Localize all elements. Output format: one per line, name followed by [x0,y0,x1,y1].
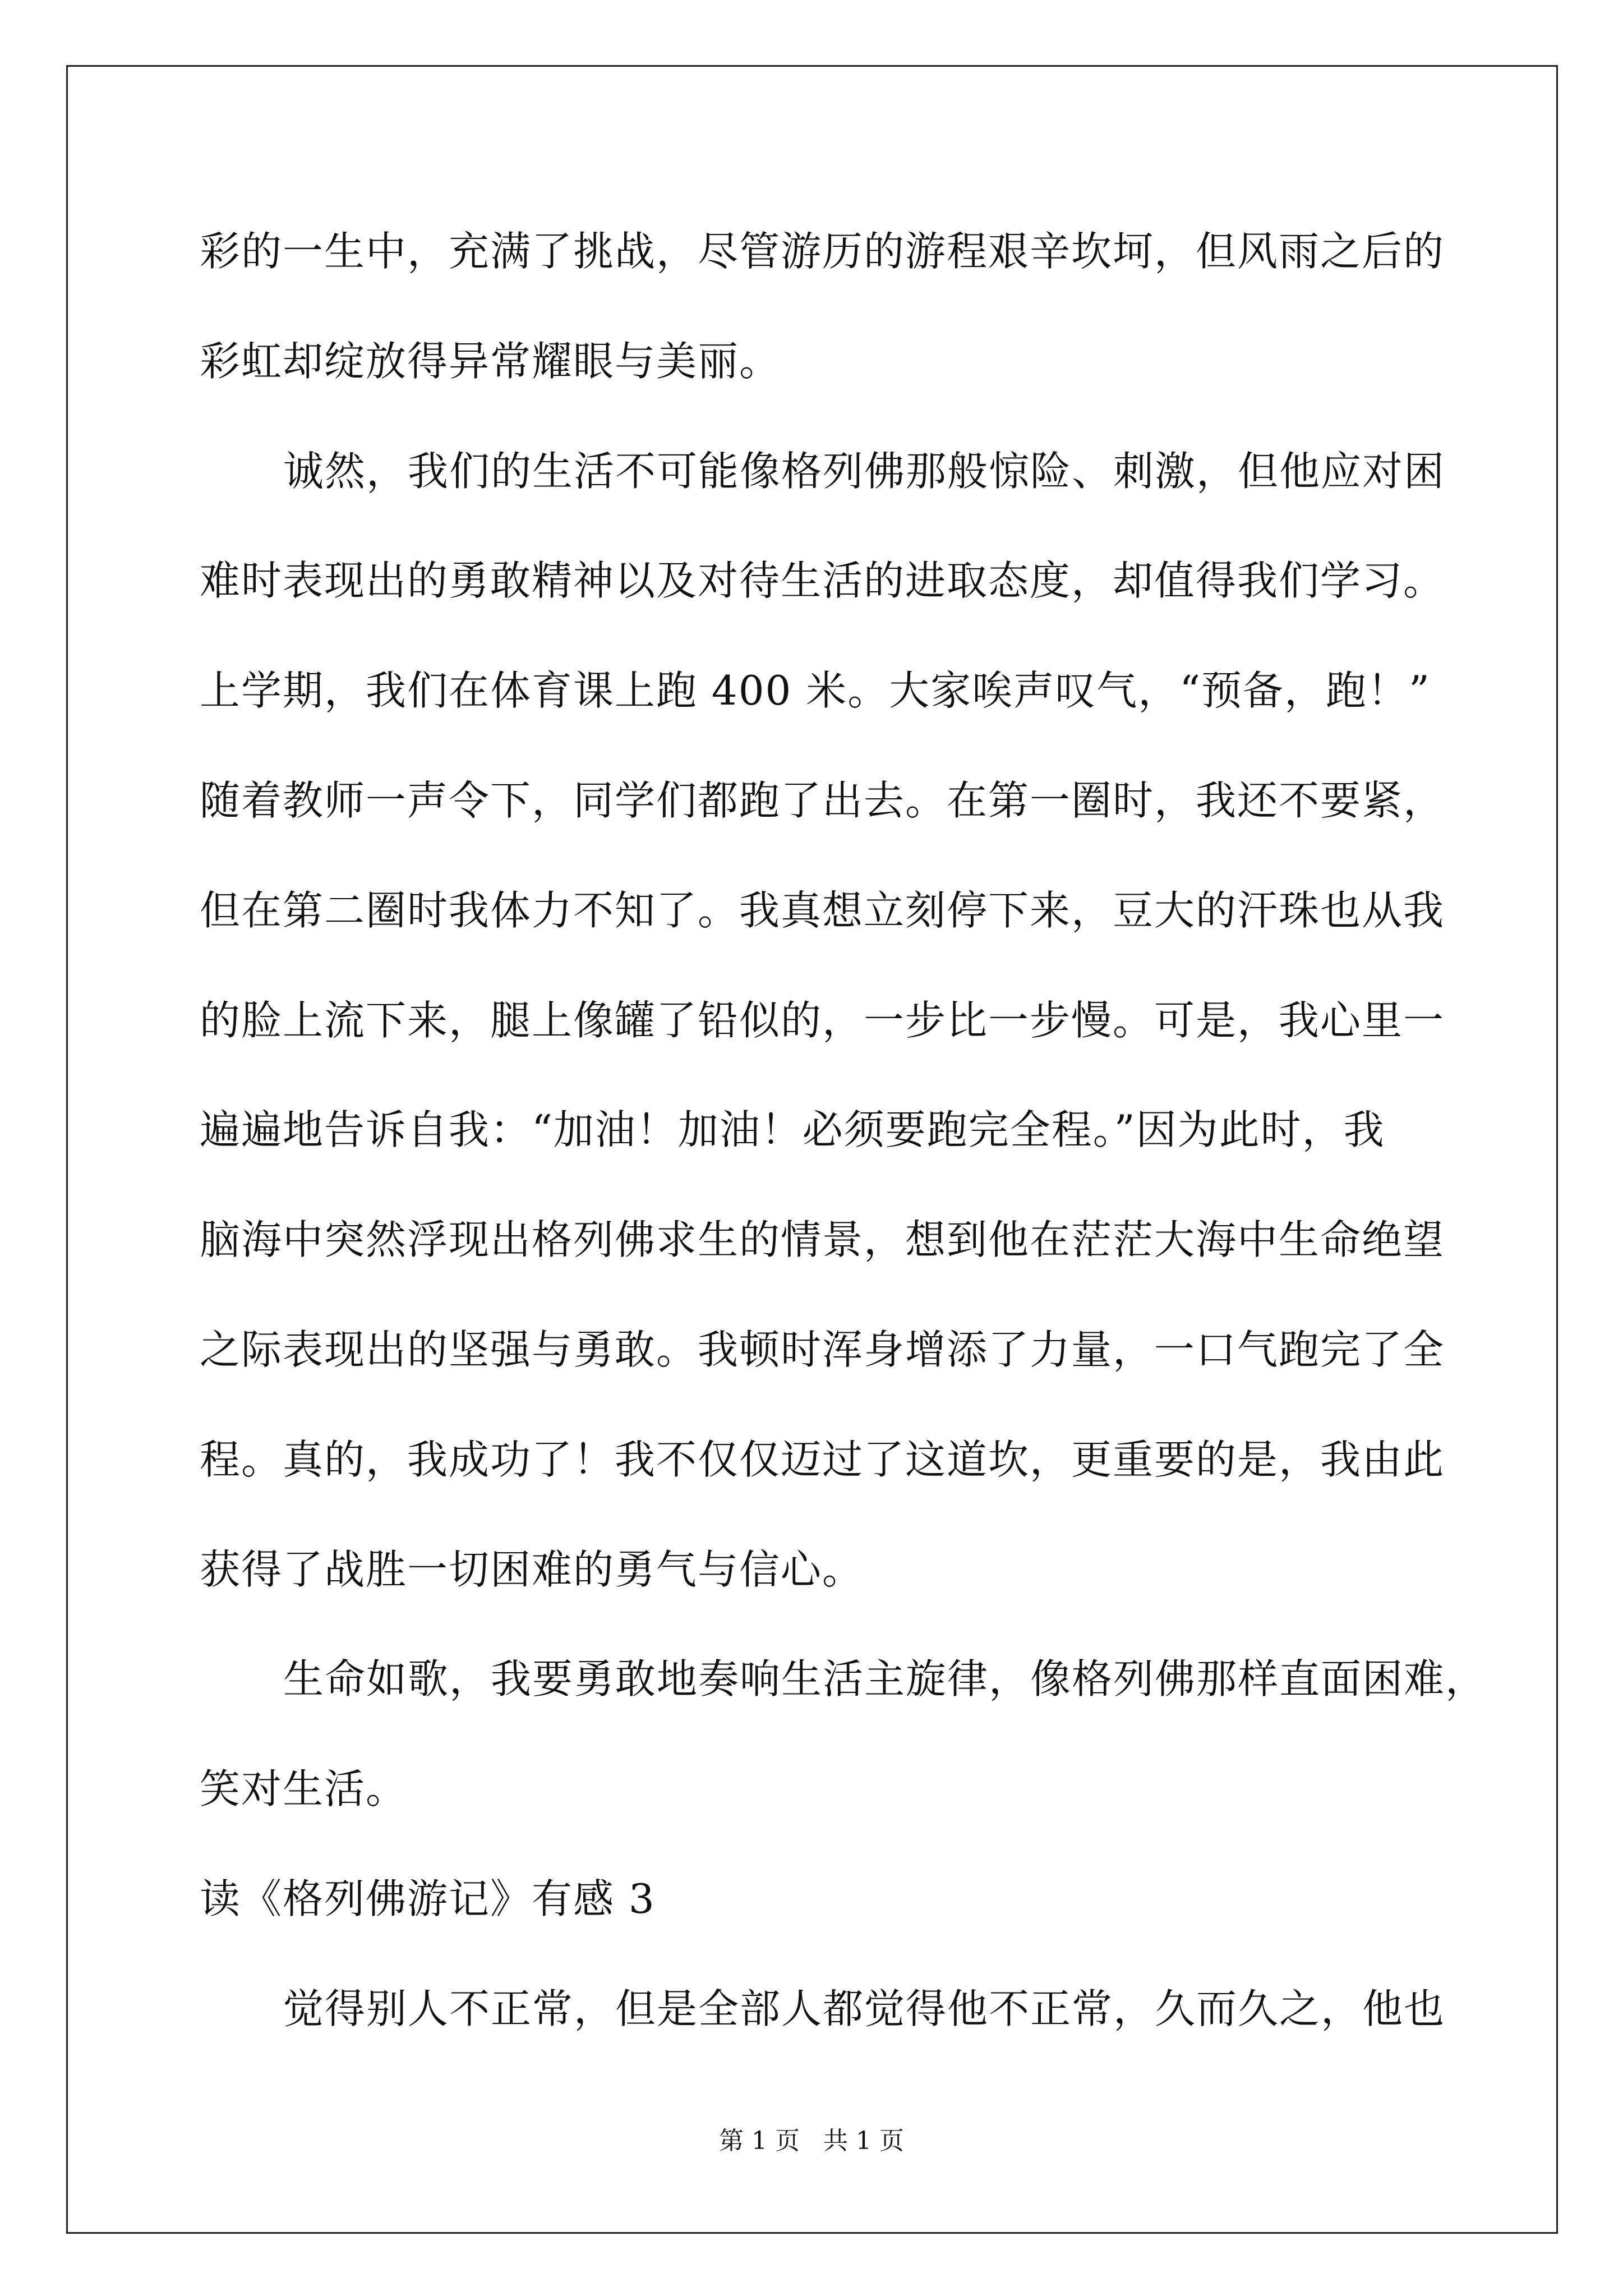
page-footer: 第 1 页 共 1 页 [719,2127,904,2155]
text-line: 但在第二圈时我体力不知了。我真想立刻停下来，豆大的汗珠也从我 [200,887,1445,934]
text-line: 上学期，我们在体育课上跑 400 米。大家唉声叹气，“预备，跑！” [200,667,1431,714]
text-line: 笑对生活。 [200,1765,408,1812]
text-line: 脑海中突然浮现出格列佛求生的情景，想到他在茫茫大海中生命绝望 [200,1216,1445,1263]
text-line: 获得了战胜一切困难的勇气与信心。 [200,1546,864,1593]
text-line: 随着教师一声令下，同学们都跑了出去。在第一圈时，我还不要紧， [200,777,1445,824]
text-line: 遍遍地告诉自我：“加油！加油！必须要跑完全程。”因为此时，我 [200,1106,1385,1153]
text-line: 彩虹却绽放得异常耀眼与美丽。 [200,338,781,385]
text-line: 读《格列佛游记》有感 3 [200,1875,656,1922]
text-line: 彩的一生中，充满了挑战，尽管游历的游程艰辛坎坷，但风雨之后的 [200,228,1445,275]
text-line: 觉得别人不正常，但是全部人都觉得他不正常，久而久之，他也 [283,1985,1446,2032]
text-line: 之际表现出的坚强与勇敢。我顿时浑身增添了力量，一口气跑完了全 [200,1326,1445,1373]
text-line: 生命如歌，我要勇敢地奏响生活主旋律，像格列佛那样直面困难， [283,1655,1487,1703]
text-line: 诚然，我们的生活不可能像格列佛那般惊险、刺激，但他应对困 [283,448,1446,495]
text-line: 难时表现出的勇敢精神以及对待生活的进取态度，却值得我们学习。 [200,557,1445,604]
text-line: 程。真的，我成功了！我不仅仅迈过了这道坎，更重要的是，我由此 [200,1436,1445,1483]
text-line: 的脸上流下来，腿上像罐了铅似的，一步比一步慢。可是，我心里一 [200,997,1445,1044]
